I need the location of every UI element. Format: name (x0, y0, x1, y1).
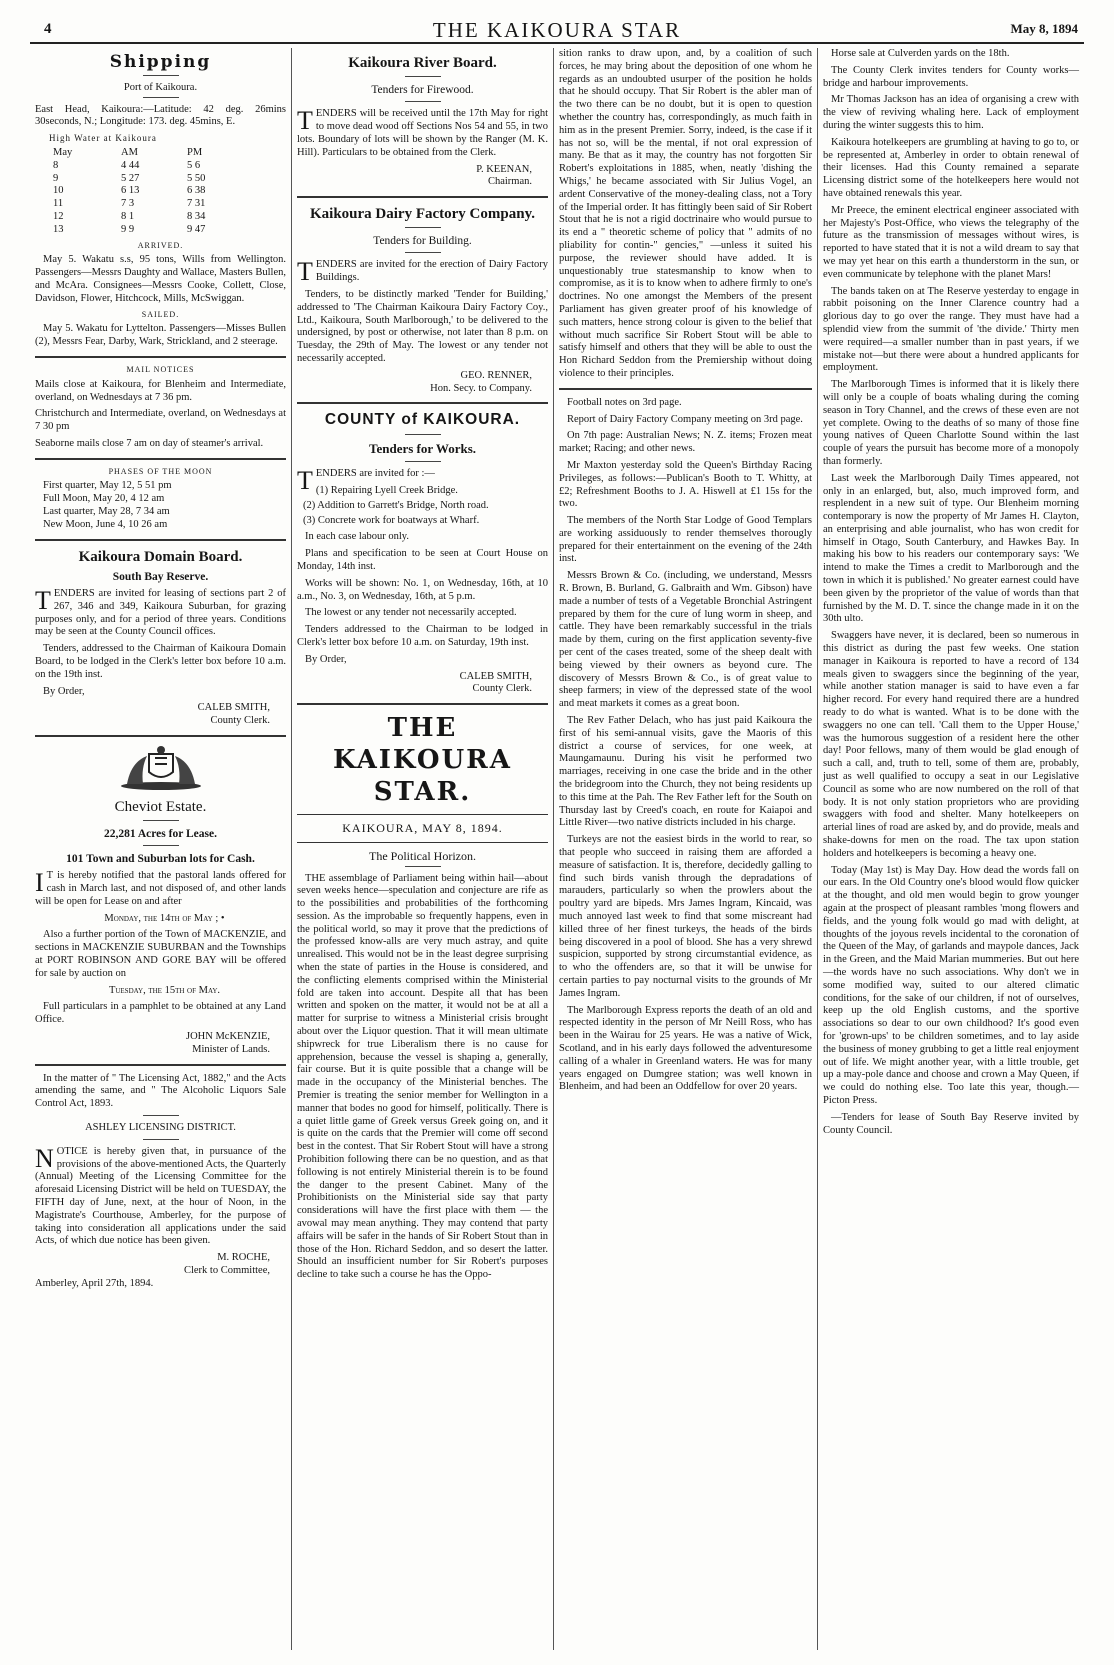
domain-board-text: TENDERS are invited for leasing of sections part 2 of 267, 346 and 349, Kaikoura Suburban, for grazing purposes only, and for a period of three years. Conditions may be seen at the County Council offices. (35, 585, 286, 638)
mail-notices-heading: MAIL NOTICES (126, 364, 195, 374)
dairy-factory-sub: Tenders for Building. (373, 235, 472, 248)
newspaper-page (30, 18, 1084, 1650)
county-text: Tenders addressed to the Chairman to be lodged in Clerk's letter box before 10 a.m. on Saturday, 19th inst. (297, 624, 548, 648)
news-item: The Marlborough Times is informed that it is likely there will only be a couple of boats whaling during the coming season in Tory Channel, and the crews of these even are not yet complete. Owing to the deaths of so many of those fine young natives of Queen Charlotte Sound within the last couple of years the pursuit has become more of a monopoly than formerly. (823, 379, 1079, 467)
mail-notice: Seaborne mails close 7 am on day of steamer's arrival. (35, 437, 264, 449)
issue-date: May 8, 1894 (1010, 21, 1078, 36)
river-board-text: TENDERS will be received until the 17th May for right to move dead wood off Sections Nos 54 and 55, in two lots. Boundary of lots will be shown by the Ranger (M. K. Hill). Particulars to be obtained from the Clerk. (297, 106, 548, 158)
dateline: KAIKOURA, MAY 8, 1894. (342, 821, 503, 836)
signature-name: P. KEENAN, (476, 163, 532, 175)
list-item: (1) Repairing Lyell Creek Bridge. (315, 484, 458, 496)
news-item: Mr Maxton yesterday sold the Queen's Birthday Racing Privileges, as follows:—Publican's Booth to T. Whitty, at £2; Refreshment Booths to J. A. Hiswell at £1 15s for the two. (559, 459, 812, 510)
domain-board-heading: Kaikoura Domain Board. (78, 548, 243, 565)
signature-name: CALEB SMITH, (197, 702, 270, 714)
signature-title: Clerk to Committee, (183, 1264, 270, 1276)
river-board-heading: Kaikoura River Board. (348, 55, 497, 71)
river-board-sub: Tenders for Firewood. (371, 84, 474, 97)
page-number: 4 (44, 21, 52, 37)
tide-row: 10 6 13 6 38 (53, 185, 206, 197)
sailed-text: May 5. Wakatu for Lyttelton. Passengers—Misses Bullen (2), Messrs Fear, Darby, Wark, Strickland, and 2 steerage. (35, 323, 286, 348)
tide-row: 13 9 9 9 47 (53, 223, 206, 235)
moon-phase: Full Moon, May 20, 4 12 am (43, 493, 165, 505)
signature-name: JOHN McKENZIE, (186, 1031, 270, 1042)
column-1 (30, 48, 292, 1650)
coat-of-arms-icon (115, 744, 207, 792)
county-sub: Tenders for Works. (368, 441, 477, 457)
signature-name: M. ROCHE, (217, 1252, 270, 1264)
county-text: In each case labour only. (305, 531, 409, 543)
column-3 (554, 48, 818, 1650)
moon-phases-heading: PHASES OF THE MOON (108, 466, 213, 476)
news-item: —Tenders for lease of South Bay Reserve invited by County Council. (823, 1111, 1079, 1136)
cheviot-text: Full particulars in a pamphlet to be obtained at any Land Office. (35, 1001, 286, 1026)
tide-col-header: May (53, 147, 73, 159)
cheviot-heading: Cheviot Estate. (114, 798, 207, 815)
county-works-list (297, 485, 548, 527)
tide-row: 8 4 44 5 6 (53, 159, 201, 171)
news-item: The County Clerk invites tenders for County works—bridge and harbour improvements. (823, 64, 1079, 89)
news-item: Football notes on 3rd page. (567, 396, 682, 408)
political-heading: The Political Horizon. (369, 848, 476, 863)
news-item: Swaggers have never, it is declared, been so numerous in this district as during the past few weeks. One station manager in Kaikoura is reported to have a record of 134 meals given to swaggers since the beginning of the year, while another station manager is said to have even a far higher record. For every hand required there are a hundred ready to do what is wanted. What is to be done with the swaggers no one can tell. 'Call them to the Upper House,' was the humorous suggestion of a resident here the other day! Poor fellows, many of them would be glad enough of such a call, and, truth to tell, some of them are, probably, just as well qualified to occupy a seat in our Legislative Council as some who are now numbered on the roll of that body. It is not only station proprietors who are providing swaggers with food and shelter. Many hotelkeepers on arterial lines of road are asked by, and do provide, meals and shake-downs for men on the road. The tax upon station holders and hotelkeepers is becoming a heavy one. (823, 630, 1079, 859)
signature-name: CALEB SMITH, (459, 670, 532, 682)
licensing-heading: ASHLEY LICENSING DISTRICT. (85, 1121, 236, 1133)
news-item: Mr Thomas Jackson has an idea of organising a crew with the view of reviving whaling here. Lack of employment during the winter suggests this to him. (823, 94, 1079, 131)
news-item: Today (May 1st) is May Day. How dead the words fall on our ears. In the Old Country one's blood would flow quicker at the thought, and old men would begin to grow younger again at the prospect of pleasant rambles 'mong flowers and fields, and the young folk would go mad with delight, at thoughts of the joyous revels incidental to the coronation of the Queen of the May, of garlands and maypole dances, Jack in the Green, and the Maid Marian mummeries. But out here—the words have no such associations. Why don't we in some modified way, suited to our altered climatic conditions, for the sake of our children, if not of ourselves, keep up the old English customs, and the sportive associations so dear to our own childhood? It's good even for 'grown-ups' to be children sometimes, and to lay aside the business of money grubbing to get a little real enjoyment out of life. We might another year, with a little trouble, get up a may-pole dance and choose and crown a May Queen, if we could do nothing else. Too late this year, though.—Picton Press. (823, 864, 1079, 1106)
cheviot-text: IT is hereby notified that the pastoral lands offered for cash in March last, and not disposed of, and other lands will be open for Lease on and after (35, 868, 286, 907)
by-order: By Order, (43, 685, 85, 697)
newspaper-logo: THE KAIKOURA STAR. (333, 713, 512, 807)
port-heading: Port of Kaikoura. (123, 81, 198, 93)
news-item: Kaikoura hotelkeepers are grumbling at having to go to, or be represented at, Amberley in order to obtain renewal of their licenses. Had this County remained a separate Licensing district some of the hotelkeepers here would not have obtained renewals this year. (823, 136, 1079, 199)
moon-phase: New Moon, June 4, 10 26 am (43, 518, 168, 530)
editorial-text: THE assemblage of Parliament being within hail—about seven weeks hence—speculation and conjecture are rife as to the possibilities and probabilities of the forthcoming session. As the improbable so frequently happens, even in the political world, so may it prove that the predictions of the professed know-alls are very much astray, and quite unrealised. This would not be in the least degree surprising when the state of parties in the House is considered, and the conflicting elements comprised within the Ministerial fold are taken into account. Despite all that has been written and spoken on the matter, it would not be at all a matter for surprise to witness a Ministerial crisis brought about over the Liquor question. That it will mean ultimate shipwreck for true Liberalism there is no cause for apprehension, because the vessel is shaping a, generally, fair course. But it is quite possible that a change will be made in the occupancy of the Ministerial benches. The Premier is treating the senior member for Wellington in a manner that bodes no good for himself, politically. There is a quiet little game of Greek versus Greek going on, and it is quite on the cards that the Premier will come off second best in the contest. That Sir Robert Stout will have a strong Prohibition following there can be no question, and as that following is not entirely Ministerial therein is to be found the danger to the present Cabinet. Many of the Prohibitionists on the Ministerial side say that party considerations will have the first place with them — the avowal may mean anything. They may contend that party affairs will be safer in the hands of Sir Robert Stout than in those of the Hon. Richard Seddon, and so desert the latter. Should an insufficient number for Sir Robert's purposes decline to take such a course he has the Oppo- (297, 872, 548, 1281)
signature-title: County Clerk. (210, 715, 270, 727)
column-2 (292, 48, 554, 1650)
dairy-factory-heading: Kaikoura Dairy Factory Company. (310, 206, 535, 223)
moon-phase: Last quarter, May 28, 7 34 am (43, 506, 170, 518)
tide-col-header: AM (121, 147, 138, 159)
cheviot-date: Monday, the 14th of May ; • (104, 912, 225, 924)
signature-title: Minister of Lands. (192, 1043, 270, 1055)
licensing-place: Amberley, April 27th, 1894. (35, 1277, 154, 1289)
cheviot-lots: 101 Town and Suburban lots for Cash. (66, 853, 255, 866)
signature-title: County Clerk. (472, 683, 532, 695)
news-item: On 7th page: Australian News; N. Z. items; Frozen meat market; Racing; and other news. (559, 430, 812, 455)
editorial-continuation: sition ranks to draw upon, and, by a coalition of such forces, he may bring about the deposition of one whom he regards as an undoubted usurper of the position he holds that he should occupy. That Sir Robert is the abler man of the two there can be no doubt, but it is open to question whether the country has, correspondingly, as much faith in him as in the present Premier. Sorry, indeed, is the case if it has not so, will be the mental, if not oral expression of many. Be that as it may, the country has not forgotten Sir Robert's exploitations in 1885, when, neatly 'dishing the Whigs,' he became associated with Sir Julius Vogel, an ardent Conservative of the money-dealing class, not a Tory of the Imperial order. It has fittingly been said of Sir Robert Stout that he is not a rigid doctrinaire who would pursue to its end a " theoretic scheme of policy that " admits of no pliability for contin-" gencies," —unless it suited his purpose, the reviewer should have added. It is unquestionably true statesmanship to know when to compromise, as it is to know when to adhere firmly to one's doctrines. No one amongst the Members of the present Parliament has given greater proof of his knowledge of such matters, hence strong colour is given to the belief that without much sacrifice Sir Robert Stout will be able to satisfy himself and others that they will be able to oust the Hon Richard Seddon from the Premiership without doing violence to their principles. (559, 48, 812, 379)
signature-title: Chairman. (487, 176, 532, 188)
tide-heading: High Water at Kaikoura (49, 133, 157, 144)
news-item: Mr Preece, the eminent electrical engineer associated with her Majesty's Post-Office, who views the telegraphy of the future as the transmission of messages without wires, is reported to have stated that it is not a wild dream to say that we may yet hear on this earth a thunderstorm in the sun, or even communicate by telephone with the planet Mars! (823, 204, 1079, 280)
list-item: (2) Addition to Garrett's Bridge, North road. (303, 499, 489, 511)
news-item: The bands taken on at The Reserve yesterday to engage in rabbit poisoning on the Inner Clarence country had a glorious day to go over the range. They must have had a splendid view from the summit of 'the divide.' Thirty men were required—a smaller number than in past years, if we mistake not—but there were about a hundred applicants for employment. (823, 285, 1079, 374)
news-item: Report of Dairy Factory Company meeting on 3rd page. (567, 413, 803, 425)
news-item: Horse sale at Culverden yards on the 18th. (831, 48, 1010, 59)
signature-title: Hon. Secy. to Company. (430, 382, 532, 394)
county-text: Works will be shown: No. 1, on Wednesday, 16th, at 10 a.m., No. 3, on Wednesday, 16th, at 5 p.m. (297, 577, 548, 602)
arrived-label: ARRIVED. (137, 240, 184, 250)
dairy-factory-text: Tenders, to be distinctly marked 'Tender for Building,' addressed to 'The Chairman Kaikoura Dairy Factory Coy., Ltd., Kaikoura, South Marlborough,' to be delivered to the undersigned, by post or otherwise, not later than 8 p.m. on Tuesday, the 29th of May. The lowest or any tender not necessarily accepted. (297, 289, 548, 364)
news-item: The Marlborough Express reports the death of an old and respected identity in the person of Mr Neill Ross, who has been in the Wairau for 25 years. He was a native of Wick, Scotland, and in his early days followed the adventuresome calling of a whaler in Greenland waters. He was for many years engaged on Dumgree station; was well known in Blenheim, and had been an Oddfellow for over 20 years. (559, 1004, 812, 1093)
domain-board-text: Tenders, addressed to the Chairman of Kaikoura Domain Board, to be lodged in the Clerk's letter box before 10 a.m. on the 19th inst. (35, 643, 286, 680)
moon-phase: First quarter, May 12, 5 51 pm (43, 480, 172, 492)
news-item: Turkeys are not the easiest birds in the world to rear, so that people who succeed in raising them are afforded a measure of satisfaction. It is, therefore, decidedly galling to find such birds vanish through the depradations of marauders, particularly so when the prowlers about the poultry yard are bipeds. Mrs James Ingram, Kincaid, was much annoyed last week to find that some miscreant had killed three of her finest turkeys, the heads of the birds being discovered in a pool of blood. She has a very shrewd suspicion, supported by strong circumstantial evidence, as to who the offenders are, so that it will be unwise for certain parties to pay nocturnal visits to the grounds of Mr James Ingram. (559, 834, 812, 999)
arrived-text: May 5. Wakatu s.s, 95 tons, Wills from Wellington. Passengers—Messrs Daughty and Wallace, Masters Bullen, and McAra. Consignees—Messrs Cooke, Collett, Close, Davidson, Flower, Hitchcock, Mills, McSwiggan. (35, 254, 286, 304)
shipping-heading: Shipping (109, 52, 212, 72)
mail-notice: Christchurch and Intermediate, overland, on Wednesdays at 7 30 pm (35, 408, 286, 433)
port-location: East Head, Kaikoura:—Latitude: 42 deg. 26mins 30seconds, N.; Longitude: 173. deg. 45mins, E. (35, 103, 286, 128)
tide-row: 12 8 1 8 34 (53, 211, 206, 223)
news-item: Last week the Marlborough Daily Times appeared, not only in an enlarged, but, also, much improved form, and resplendent in a new suit of type. Our Blenheim morning contemporary is now the property of Mr James H. Clayton, an enterprising and able journalist, who has won credit for himself in Otago, South Canterbury, and Hawkes Bay. In making his bow to his readers our contemporary says: 'We intend to make the Times a credit to Marlborough and the town in which it is published.' No greater earnest could have been given by the proprietor of the value of words than that furnished by the M. D. T. since the change made in it on the 30th ulto. (823, 472, 1079, 625)
by-order: By Order, (305, 653, 347, 665)
news-item: The members of the North Star Lodge of Good Templars are working assiduously to render themselves thorougly prepared for their entertainment on the evening of the 24th inst. (559, 515, 812, 565)
newspaper-title: THE KAIKOURA STAR (432, 18, 682, 42)
tide-row: 11 7 3 7 31 (53, 198, 206, 210)
cheviot-text: Also a further portion of the Town of MACKENZIE, and sections in MACKENZIE SUBURBAN and the Townships at PORT ROBINSON AND GORE BAY will be offered for sale by auction on (35, 929, 286, 979)
county-text: The lowest or any tender not necessarily accepted. (305, 607, 517, 619)
tide-table (49, 147, 249, 237)
news-item: Messrs Brown & Co. (including, we understand, Messrs R. Brown, B. Burland, G. Galbraith and Wm. Gibson) have made a number of tests of a Vegetable Bronchial Astringent prepared by them for the cure of lung worm in sheep, and cattle. They have been remarkably successful in the trials made by them, curing on the first application seventy-five per cent of the cases treated, some of the sheep dealt with being viewed by their owners as beyond cure. The discovery of Messrs Brown & Co., is of great value to sheep farmers; in view of the depressed state of the wool and meat markets it comes as a great boon. (559, 570, 812, 710)
dairy-factory-text: TENDERS are invited for the erection of Dairy Factory Buildings. (297, 257, 548, 287)
signature-name: GEO. RENNER, (460, 369, 532, 381)
domain-board-sub: South Bay Reserve. (112, 570, 209, 583)
licensing-intro: In the matter of " The Licensing Act, 1882," and the Acts amending the same, and " The Alcoholic Liquors Sale Control Act, 1893. (35, 1072, 286, 1110)
cheviot-date: Tuesday, the 15th of May. (108, 984, 221, 996)
tide-row: 9 5 27 5 50 (53, 172, 206, 184)
tide-col-header: PM (187, 147, 203, 159)
county-intro: TENDERS are invited for :— (297, 466, 435, 496)
column-4 (818, 48, 1084, 1650)
list-item: (3) Concrete work for boatways at Wharf. (303, 514, 480, 526)
masthead (30, 18, 1084, 44)
cheviot-acres: 22,281 Acres for Lease. (104, 828, 217, 841)
licensing-text: NOTICE is hereby given that, in pursuance of the provisions of the above-mentioned Acts, the Quarterly (Annual) Meeting of the Licensing Committee for the aforesaid Licensing District will be held on TUESDAY, the FIFTH day of June, next, at the hour of Noon, in the Magistrate's Courthouse, Amberley, for the purpose of taking into consideration all applications under the said Acts, of which due notice has been given. (35, 1143, 286, 1247)
county-text: Plans and specification to be seen at Court House on Monday, 14th inst. (297, 548, 548, 572)
county-heading: COUNTY of KAIKOURA. (324, 411, 521, 429)
news-item: The Rev Father Delach, who has just paid Kaikoura the first of his semi-annual visits, gave the Maoris of this district a course of services, for one week, at Maungamaunu. During his visit he performed two marriages, receiving in one case the bride and in the other the bridegroom into the Church, they not being residents up to this time at the Pah. The Rev Father left for the South on Thursday last by Creed's coach, en route for Kaiapoi and Little River—two native districts included in his charge. (559, 715, 812, 829)
sailed-label: SAILED. (141, 309, 180, 319)
mail-notice: Mails close at Kaikoura, for Blenheim and Intermediate, overland, on Wednesdays at 7 36 pm. (35, 378, 286, 403)
